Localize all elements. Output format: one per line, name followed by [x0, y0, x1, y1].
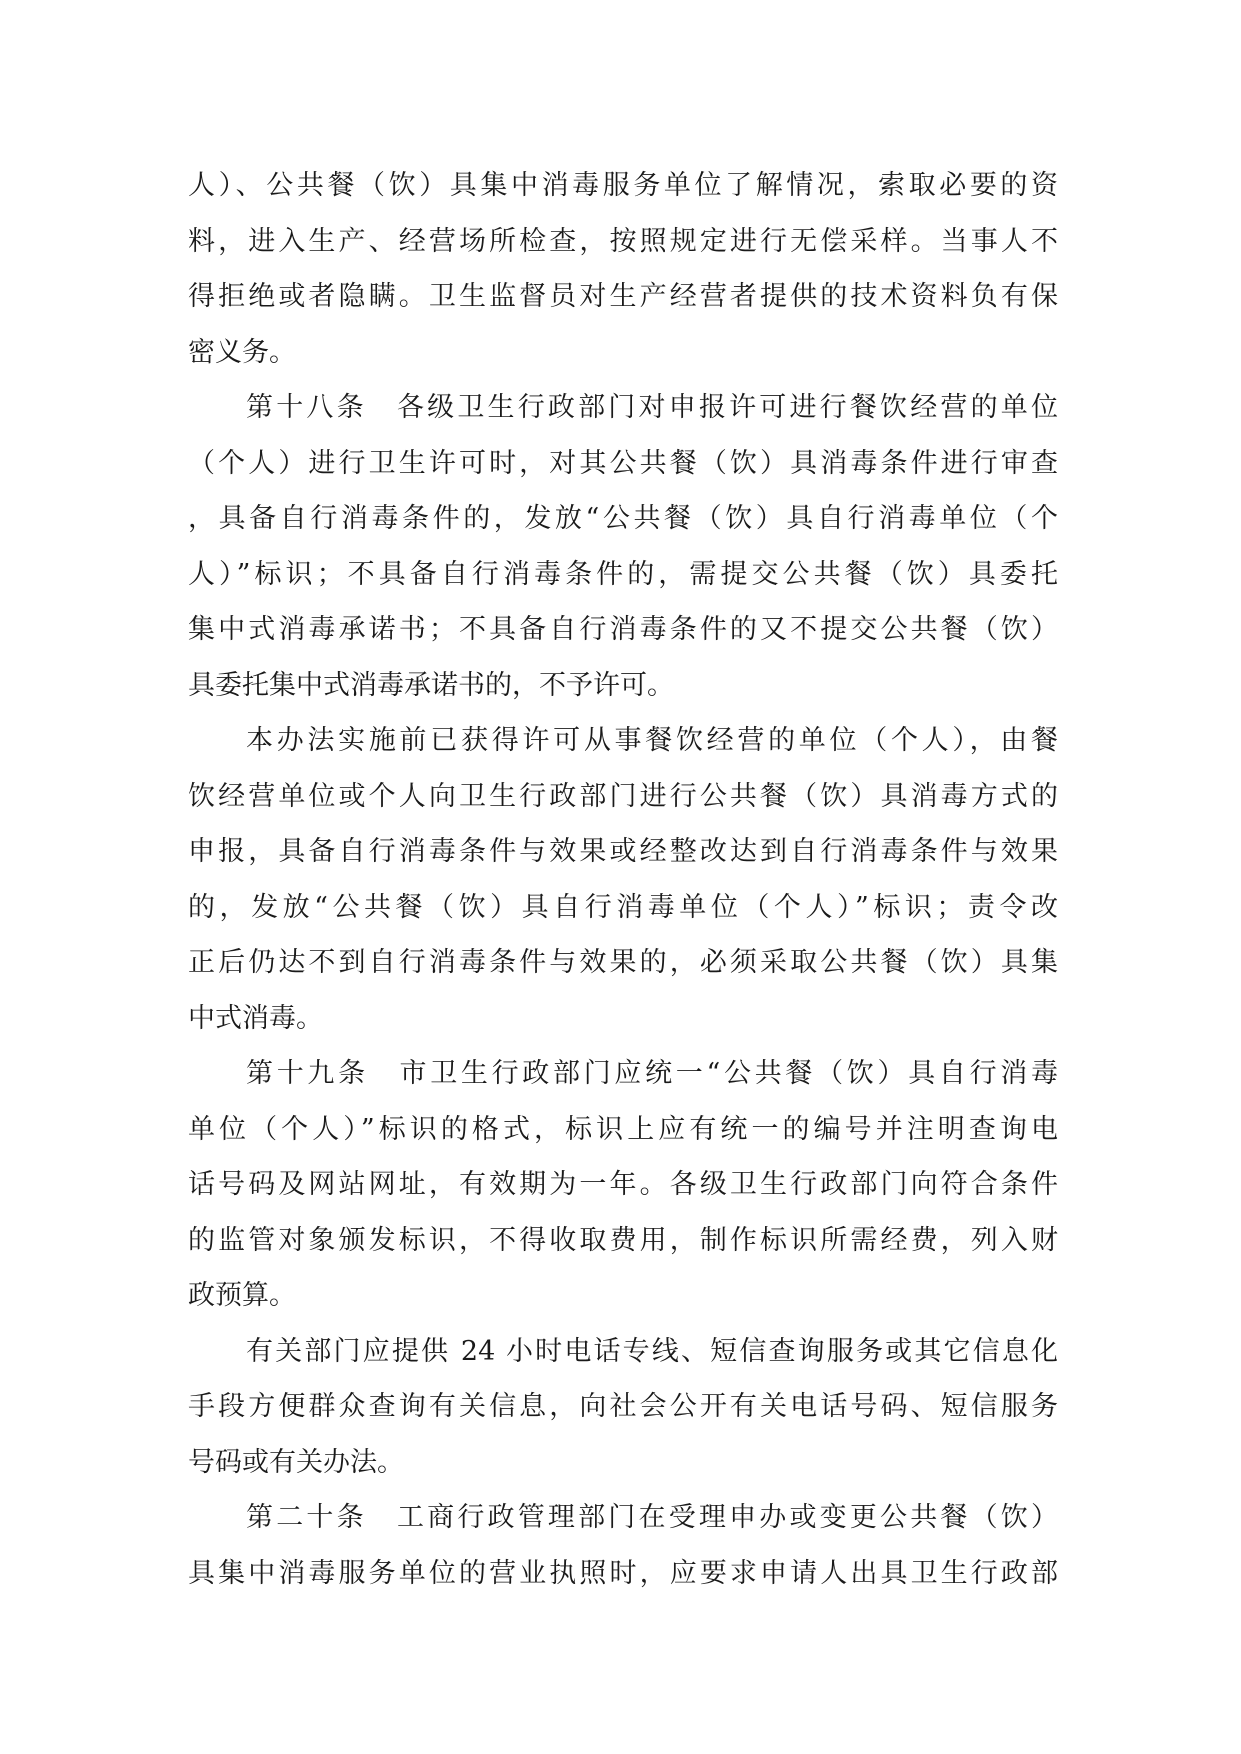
text-line: 号码或有关办法。: [188, 1446, 404, 1478]
text-line: 具集中消毒服务单位的营业执照时，应要求申请人出具卫生行政部: [188, 1557, 1058, 1589]
text-line: 单位（个人）”标识的格式，标识上应有统一的编号并注明查询电: [188, 1113, 1058, 1145]
text-line: 的监管对象颁发标识，不得收取费用，制作标识所需经费，列入财: [188, 1224, 1058, 1256]
text-line: 具委托集中式消毒承诺书的，不予许可。: [188, 669, 674, 701]
document-body: [188, 158, 1058, 1601]
text-line: 正后仍达不到自行消毒条件与效果的，必须采取公共餐（饮）具集: [188, 947, 1058, 978]
text-line: 集中式消毒承诺书；不具备自行消毒条件的又不提交公共餐（饮）: [188, 614, 1058, 645]
text-line: 话号码及网站网址，有效期为一年。各级卫生行政部门向符合条件: [188, 1169, 1058, 1200]
text-line: 人）、公共餐（饮）具集中消毒服务单位了解情况，索取必要的资: [188, 170, 1058, 201]
text-line: 人）”标识；不具备自行消毒条件的，需提交公共餐（饮）具委托: [188, 558, 1058, 590]
text-line: 料，进入生产、经营场所检查，按照规定进行无偿采样。当事人不: [188, 225, 1058, 257]
article-20-heading-line: 第二十条 工商行政管理部门在受理申办或变更公共餐（饮）: [246, 1502, 1058, 1533]
text-line: 得拒绝或者隐瞒。卫生监督员对生产经营者提供的技术资料负有保: [188, 281, 1058, 312]
article-18-heading-line: 第十八条 各级卫生行政部门对申报许可进行餐饮经营的单位: [246, 392, 1058, 423]
text-line: 中式消毒。: [188, 1002, 323, 1034]
text-line: 申报，具备自行消毒条件与效果或经整改达到自行消毒条件与效果: [188, 836, 1058, 867]
paragraph-start-line: 有关部门应提供 24 小时电话专线、短信查询服务或其它信息化: [246, 1335, 1058, 1367]
text-line: （个人）进行卫生许可时，对其公共餐（饮）具消毒条件进行审查: [188, 447, 1058, 479]
text-line: ，具备自行消毒条件的，发放“公共餐（饮）具自行消毒单位（个: [188, 503, 1058, 534]
text-line: 饮经营单位或个人向卫生行政部门进行公共餐（饮）具消毒方式的: [188, 780, 1058, 812]
text-line: 的，发放“公共餐（饮）具自行消毒单位（个人）”标识；责令改: [188, 891, 1058, 923]
paragraph-start-line: 本办法实施前已获得许可从事餐饮经营的单位（个人），由餐: [246, 725, 1058, 756]
article-19-heading-line: 第十九条 市卫生行政部门应统一“公共餐（饮）具自行消毒: [246, 1058, 1058, 1089]
text-line: 手段方便群众查询有关信息，向社会公开有关电话号码、短信服务: [188, 1391, 1058, 1422]
text-line: 政预算。: [188, 1280, 296, 1311]
text-line: 密义务。: [188, 336, 296, 368]
